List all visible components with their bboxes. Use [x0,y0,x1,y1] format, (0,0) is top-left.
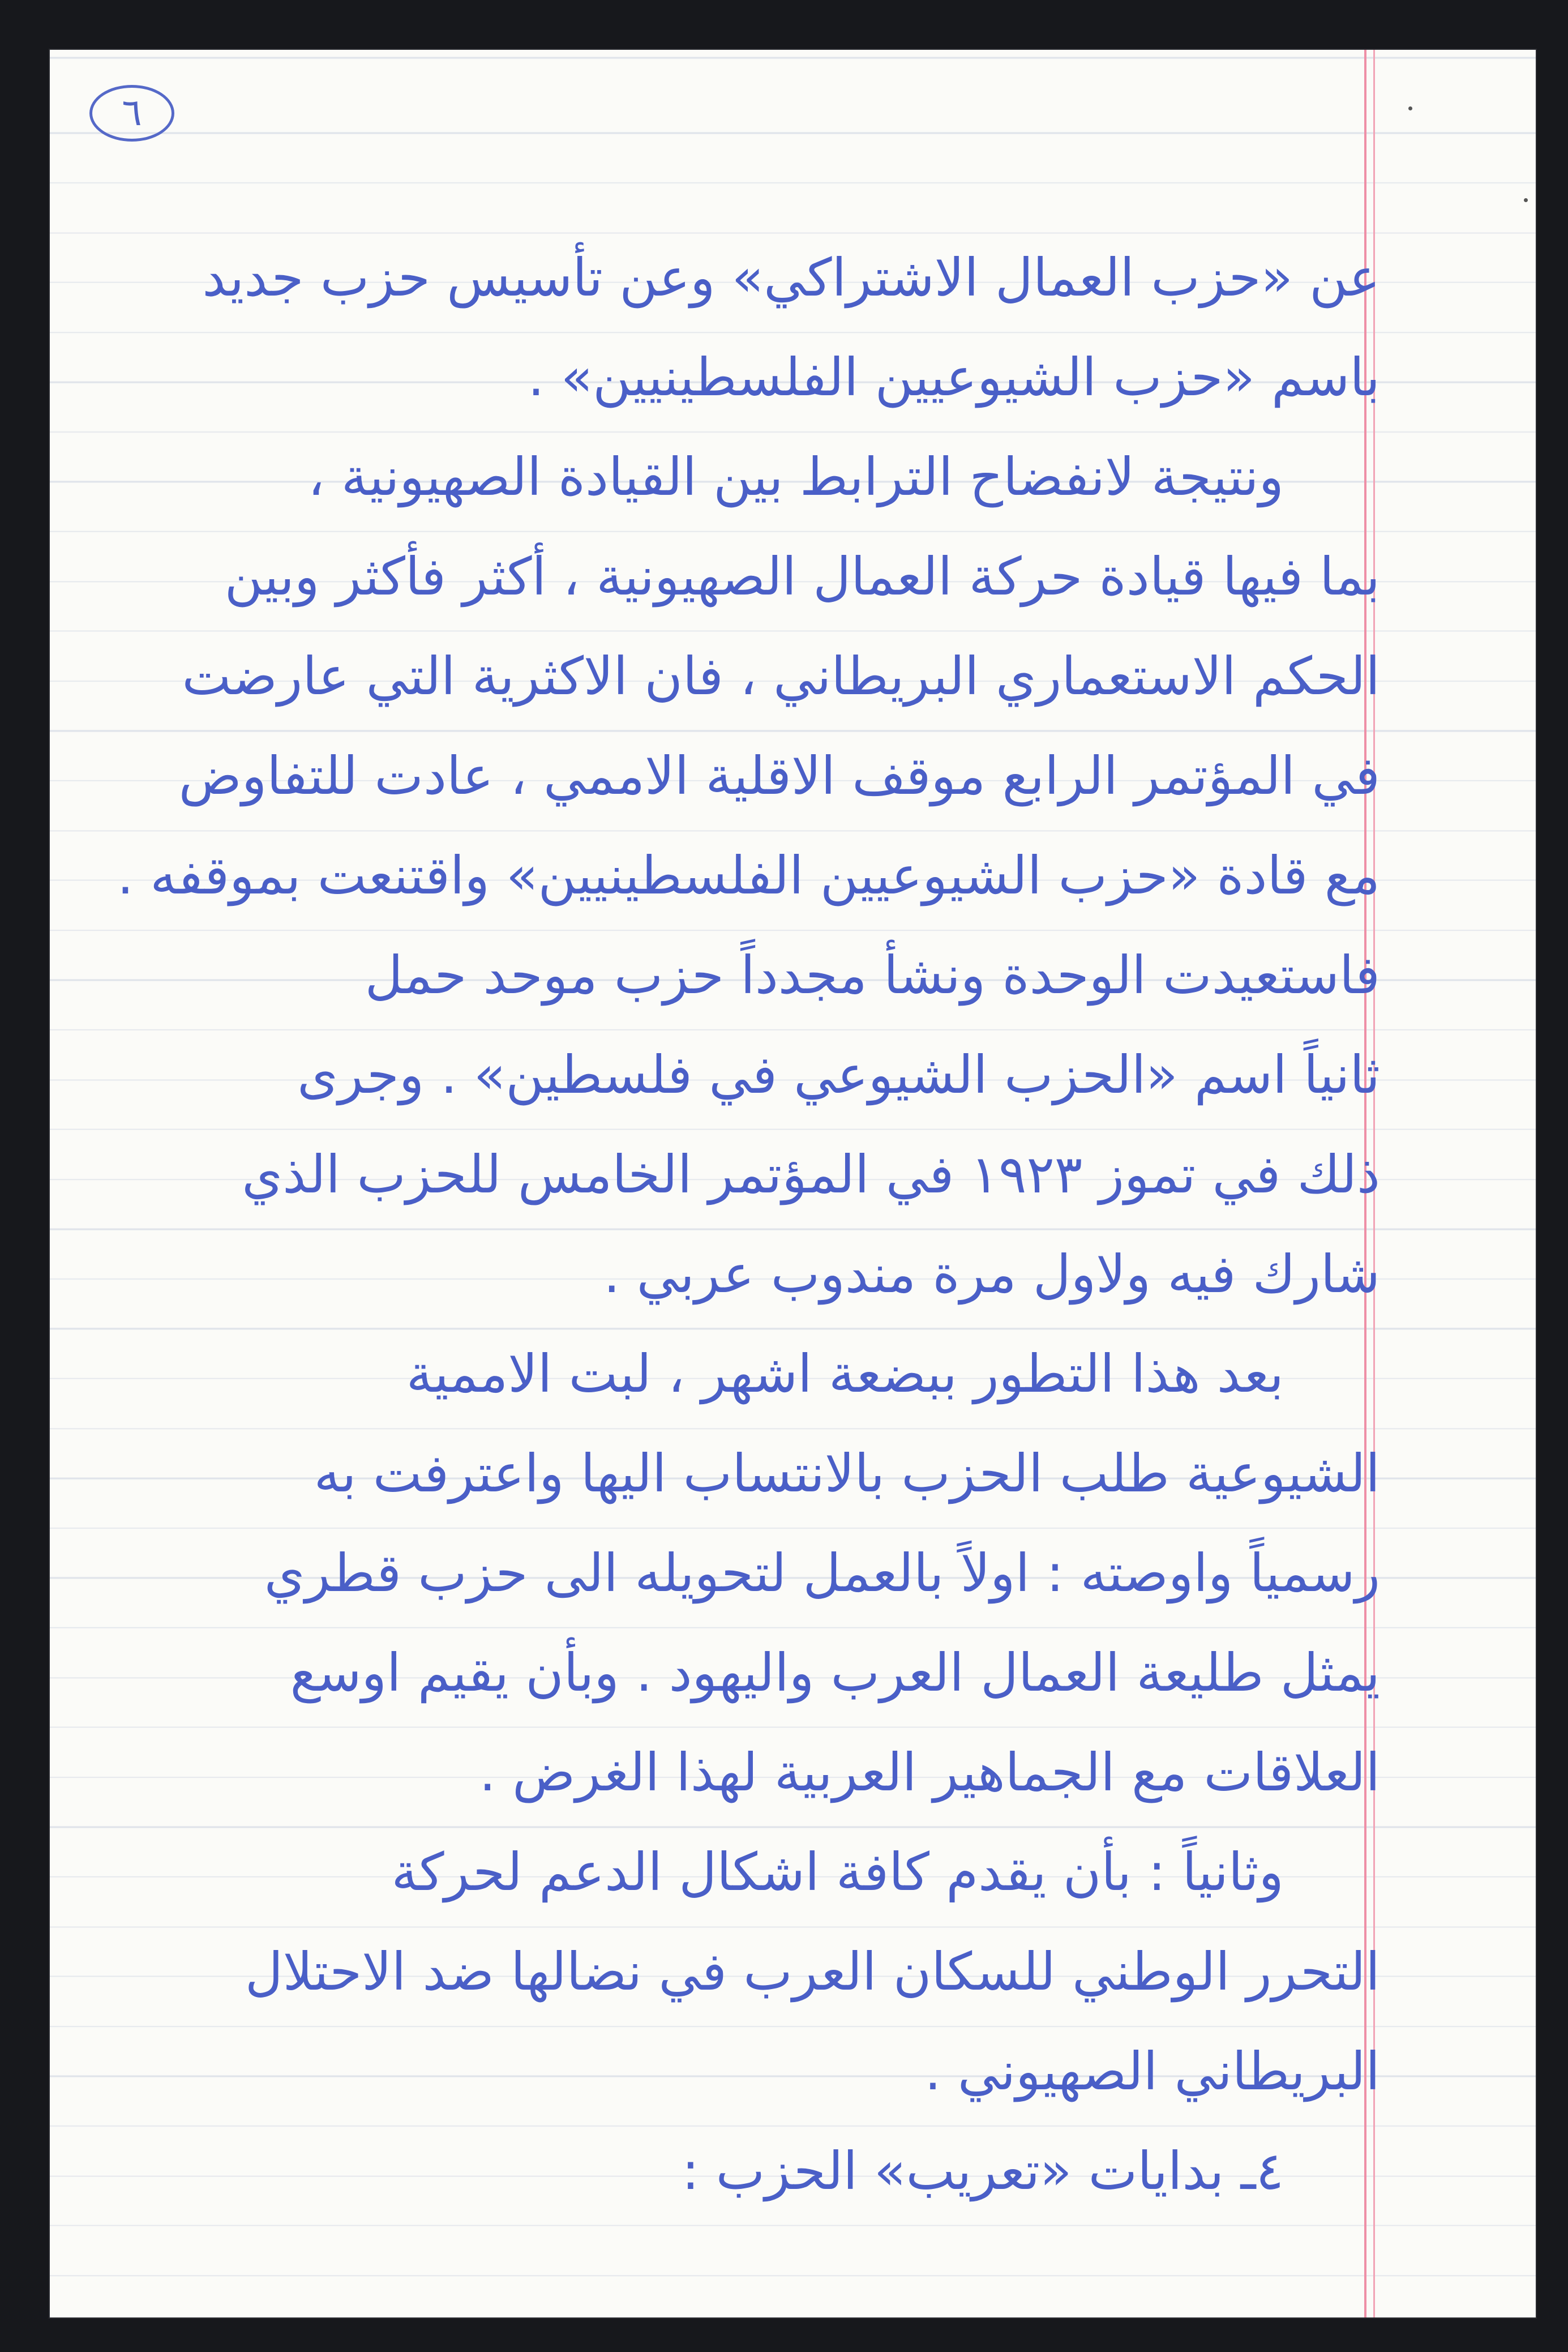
text-line: بما فيها قيادة حركة العمال الصهيونية ، أكثر فأكثر وبين [224,546,1380,607]
text-line: مع قادة «حزب الشيوعيين الفلسطينيين» واقتنعت بموقفه . [117,845,1380,906]
text-line: ونتيجة لانفضاح الترابط بين القيادة الصهيونية ، [307,447,1284,507]
text-line: في المؤتمر الرابع موقف الاقلية الاممي ، عادت للتفاوض [178,746,1380,806]
text-line: بعد هذا التطور ببضعة اشهر ، لبت الاممية [406,1344,1284,1404]
text-line: البريطاني الصهيوني . [924,2041,1380,2102]
page-number: ٦ [89,85,174,142]
text-line: فاستعيدت الوحدة ونشأ مجدداً حزب موحد حمل [365,945,1380,1006]
text-line: ثانياً اسم «الحزب الشيوعي في فلسطين» . وجرى [297,1045,1380,1105]
notebook-page [50,50,1536,2317]
text-line: باسم «حزب الشيوعيين الفلسطينيين» . [528,347,1380,408]
text-line: يمثل طليعة العمال العرب واليهود . وبأن يقيم اوسع [290,1643,1380,1703]
handwritten-text [117,228,1380,2221]
text-line: التحرر الوطني للسكان العرب في نضالها ضد الاحتلال [245,1942,1380,2002]
text-line: شارك فيه ولاول مرة مندوب عربي . [603,1244,1380,1305]
section-heading: ٤ـ بدايات «تعريب» الحزب : [682,2141,1284,2201]
text-line: رسمياً واوصته : اولاً بالعمل لتحويله الى حزب قطري [264,1543,1380,1603]
text-line: الحكم الاستعماري البريطاني ، فان الاكثرية التي عارضت [182,646,1380,707]
text-line: الشيوعية طلب الحزب بالانتساب اليها واعترفت به [314,1443,1380,1504]
paper-speck [1524,198,1528,202]
text-line: وثانياً : بأن يقدم كافة اشكال الدعم لحركة [391,1842,1284,1902]
text-line: عن «حزب العمال الاشتراكي» وعن تأسيس حزب جديد [202,247,1380,308]
text-line: العلاقات مع الجماهير العربية لهذا الغرض . [479,1742,1380,1803]
text-line: ذلك في تموز ١٩٢٣ في المؤتمر الخامس للحزب الذي [242,1144,1380,1205]
paper-speck [1408,106,1412,110]
